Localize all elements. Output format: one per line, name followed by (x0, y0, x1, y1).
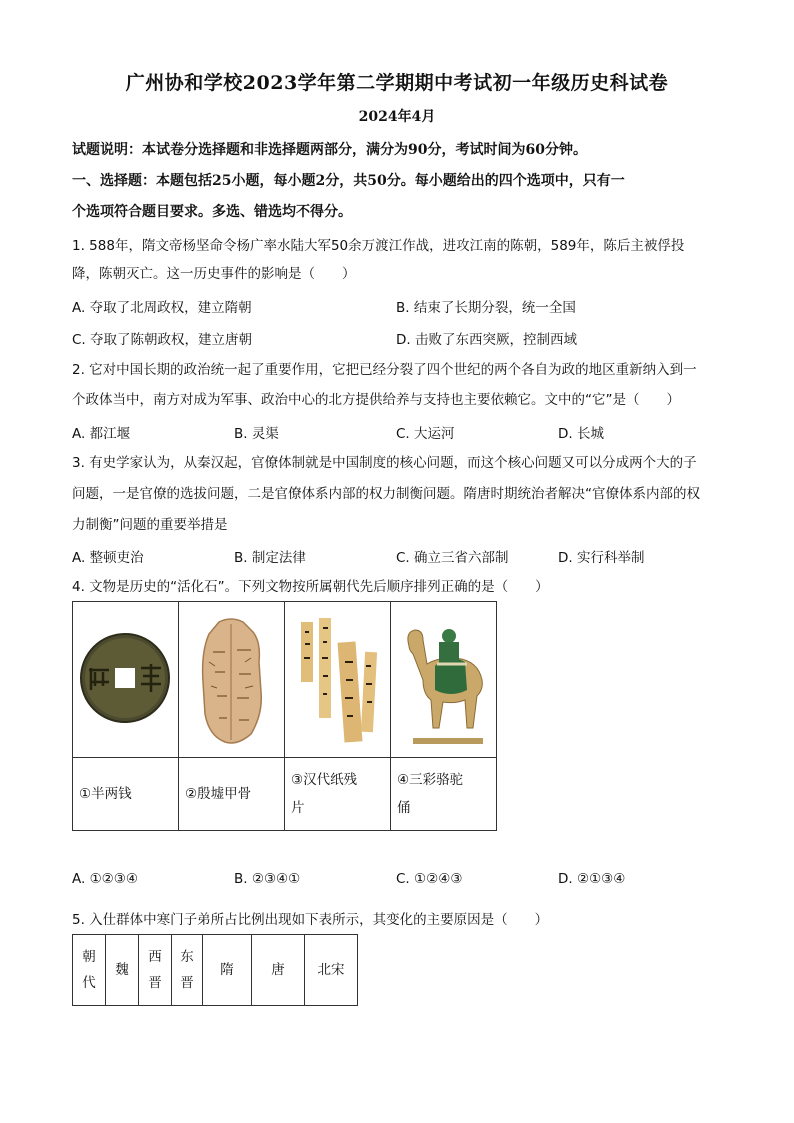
artifact-image-oracle-bone (179, 602, 285, 758)
q4-stem: 4. 文物是历史的“活化石”。下列文物按所属朝代先后顺序排列正确的是（ ） (72, 579, 549, 595)
q3-stem-line3: 力制衡”问题的重要举措是 (72, 517, 228, 533)
artifact-caption-2: ②殷墟甲骨 (179, 758, 285, 831)
q4-option-d[interactable]: D. ②①③④ (558, 871, 626, 887)
artifact-image-banliang-coin (73, 602, 179, 758)
page-title: 广州协和学校2023学年第二学期期中考试初一年级历史科试卷 (125, 72, 669, 94)
section1-instruction-line1: 一、选择题：本题包括25小题，每小题2分，共50分。每小题给出的四个选项中，只有一 (72, 173, 625, 189)
table-header-cell: 西 晋 (139, 935, 172, 1006)
q2-option-d[interactable]: D. 长城 (558, 426, 604, 442)
table-header-cell: 魏 (106, 935, 139, 1006)
q3-option-d[interactable]: D. 实行科举制 (558, 550, 645, 566)
q3-option-b[interactable]: B. 制定法律 (234, 550, 306, 566)
q4-option-b[interactable]: B. ②③④① (234, 871, 301, 887)
q2-stem-line2: 个政体当中，南方对成为军事、政治中心的北方提供给养与支持也主要依赖它。文中的“它”是（ ） (72, 392, 680, 408)
table-header-cell: 隋 (203, 935, 252, 1006)
artifact-caption-1: ①半两钱 (73, 758, 179, 831)
q2-option-c[interactable]: C. 大运河 (396, 426, 455, 442)
q1-stem-line1: 1. 588年，隋文帝杨坚命令杨广率水陆大军50余万渡江作战，进攻江南的陈朝，589年，陈后主被俘投 (72, 238, 685, 254)
artifact-image-han-paper (285, 602, 391, 758)
q4-option-c[interactable]: C. ①②④③ (396, 871, 463, 887)
artifact-caption-4: ④三彩骆驼 俑 (391, 758, 497, 831)
table-header-cell: 北宋 (305, 935, 358, 1006)
q3-option-a[interactable]: A. 整顿吏治 (72, 550, 144, 566)
q5-stem: 5. 入仕群体中寒门子弟所占比例出现如下表所示，其变化的主要原因是（ ） (72, 912, 549, 928)
q2-option-a[interactable]: A. 都江堰 (72, 426, 131, 442)
section1-instruction-line2: 个选项符合题目要求。多选、错选均不得分。 (72, 204, 352, 220)
exam-date: 2024年4月 (358, 109, 436, 125)
q3-option-c[interactable]: C. 确立三省六部制 (396, 550, 509, 566)
table-header-cell: 朝 代 (73, 935, 106, 1006)
q1-option-a[interactable]: A. 夺取了北周政权，建立隋朝 (72, 300, 252, 316)
artifact-caption-3: ③汉代纸残 片 (285, 758, 391, 831)
q3-stem-line1: 3. 有史学家认为，从秦汉起，官僚体制就是中国制度的核心问题，而这个核心问题又可以分成两个大的子 (72, 455, 697, 471)
exam-note: 试题说明：本试卷分选择题和非选择题两部分，满分为90分，考试时间为60分钟。 (72, 142, 587, 158)
q1-stem-line2: 降，陈朝灭亡。这一历史事件的影响是（ ） (72, 266, 356, 282)
table-header-cell: 东 晋 (172, 935, 203, 1006)
q1-option-c[interactable]: C. 夺取了陈朝政权，建立唐朝 (72, 332, 253, 348)
q1-option-b[interactable]: B. 结束了长期分裂，统一全国 (396, 300, 576, 316)
q4-option-a[interactable]: A. ①②③④ (72, 871, 138, 887)
q2-stem-line1: 2. 它对中国长期的政治统一起了重要作用，它把已经分裂了四个世纪的两个各自为政的地区重新纳入到一 (72, 362, 697, 378)
q5-dynasty-table (72, 934, 358, 1006)
q3-stem-line2: 问题，一是官僚的选拔问题，二是官僚体系内部的权力制衡问题。隋唐时期统治者解决“官僚体系内部的权 (72, 486, 700, 502)
table-header-cell: 唐 (252, 935, 305, 1006)
q1-option-d[interactable]: D. 击败了东西突厥，控制西域 (396, 332, 577, 348)
q2-option-b[interactable]: B. 灵渠 (234, 426, 279, 442)
q4-artifact-table (72, 601, 497, 831)
artifact-image-sancai-camel (391, 602, 497, 758)
